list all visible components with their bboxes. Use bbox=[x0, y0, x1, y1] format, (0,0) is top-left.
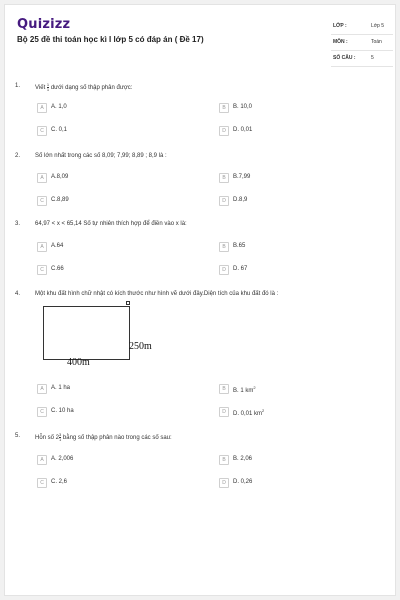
option-text: C.66 bbox=[51, 266, 64, 272]
option-text: B. 2,06 bbox=[233, 456, 253, 462]
meta-row-count bbox=[331, 51, 393, 67]
meta-key: MÔN : bbox=[333, 39, 348, 45]
option-text-main: B. 1 km bbox=[233, 388, 254, 394]
question-text-start: Viết bbox=[35, 85, 46, 92]
option-letter-box: B bbox=[219, 455, 229, 465]
option-text: C.8,89 bbox=[51, 197, 69, 203]
option-letter-box: C bbox=[37, 196, 47, 206]
meta-value: 5 bbox=[371, 55, 374, 61]
fraction-numerator: 1 bbox=[46, 82, 50, 87]
option-letter-box: C bbox=[37, 478, 47, 488]
option-letter-box: D bbox=[219, 196, 229, 206]
option-text: A. 1,0 bbox=[51, 104, 67, 110]
option-text: A.8,09 bbox=[51, 174, 69, 180]
option-letter-box: D bbox=[219, 265, 229, 275]
option-letter-box: D bbox=[219, 407, 229, 417]
option-text: D.8,9 bbox=[233, 197, 248, 203]
meta-key: SỐ CÂU : bbox=[333, 55, 356, 61]
width-label: 400m bbox=[67, 357, 90, 368]
question-number: 1. bbox=[15, 83, 21, 89]
question-text: 64,97 < x < 65,14 Số tự nhiên thích hợp để điền vào x là: bbox=[35, 221, 187, 227]
question-number: 4. bbox=[15, 291, 21, 297]
fraction-denominator: 1 bbox=[59, 437, 62, 442]
question-text-end: bằng số thập phân nào trong các số sau: bbox=[62, 435, 172, 442]
question-number: 2. bbox=[15, 153, 21, 159]
option-letter-box: A bbox=[37, 173, 47, 183]
option-text: B.7,99 bbox=[233, 174, 251, 180]
option-text: D. 0,26 bbox=[233, 479, 253, 485]
question-text bbox=[35, 83, 132, 92]
question-number: 3. bbox=[15, 221, 21, 227]
option-text: A. 1 ha bbox=[51, 385, 71, 391]
option-letter-box: C bbox=[37, 265, 47, 275]
option-text: D. 67 bbox=[233, 266, 248, 272]
fraction-numerator: 3 bbox=[59, 432, 62, 437]
option-letter-box: D bbox=[219, 126, 229, 136]
option-text: A. 2,006 bbox=[51, 456, 74, 462]
meta-value: Toán bbox=[371, 39, 382, 45]
meta-key: LỚP : bbox=[333, 23, 347, 29]
corner-mark bbox=[126, 301, 130, 305]
meta-row-subject bbox=[331, 35, 393, 51]
quizizz-logo: Quizizz bbox=[17, 17, 71, 32]
question-text-start: Hỗn số 2 bbox=[35, 435, 60, 442]
question-text-end: dưới dạng số thập phân được: bbox=[50, 85, 133, 92]
option-text: A.64 bbox=[51, 243, 64, 249]
option-text: B.65 bbox=[233, 243, 246, 249]
option-letter-box: C bbox=[37, 126, 47, 136]
option-text bbox=[233, 385, 256, 394]
superscript: 2 bbox=[253, 385, 256, 390]
option-letter-box: A bbox=[37, 103, 47, 113]
fraction bbox=[47, 83, 49, 92]
option-letter-box: C bbox=[37, 407, 47, 417]
option-text: C. 10 ha bbox=[51, 408, 74, 414]
option-text-main: D. 0,01 km bbox=[233, 411, 263, 417]
option-letter-box: B bbox=[219, 384, 229, 394]
meta-row-class bbox=[331, 19, 393, 35]
question-text bbox=[35, 433, 172, 442]
superscript: 2 bbox=[262, 408, 265, 413]
worksheet-page bbox=[4, 4, 396, 596]
meta-value: Lớp 5 bbox=[371, 23, 385, 29]
land-rectangle-figure bbox=[43, 306, 130, 360]
option-text bbox=[233, 408, 264, 417]
option-letter-box: A bbox=[37, 384, 47, 394]
worksheet-title: Bộ 25 đề thi toán học kì I lớp 5 có đáp án ( Đề 17) bbox=[17, 35, 204, 44]
question-text: Một khu đất hình chữ nhật có kích thước như hình vẽ dưới đây.Diện tích của khu đất đó là : bbox=[35, 291, 279, 297]
option-text: D. 0,01 bbox=[233, 127, 253, 133]
option-text: C. 2,6 bbox=[51, 479, 68, 485]
option-letter-box: D bbox=[219, 478, 229, 488]
option-letter-box: A bbox=[37, 455, 47, 465]
option-text: B. 10,0 bbox=[233, 104, 253, 110]
option-text: C. 0,1 bbox=[51, 127, 68, 133]
option-letter-box: B bbox=[219, 103, 229, 113]
height-label: 250m bbox=[129, 341, 152, 352]
option-letter-box: B bbox=[219, 242, 229, 252]
fraction bbox=[59, 433, 61, 442]
meta-table bbox=[331, 19, 393, 67]
option-letter-box: A bbox=[37, 242, 47, 252]
question-number: 5. bbox=[15, 433, 21, 439]
fraction-denominator: 1 bbox=[46, 87, 50, 92]
question-text: Số lớn nhất trong các số 8,09; 7,99; 8,89 ; 8,9 là : bbox=[35, 153, 167, 159]
option-letter-box: B bbox=[219, 173, 229, 183]
